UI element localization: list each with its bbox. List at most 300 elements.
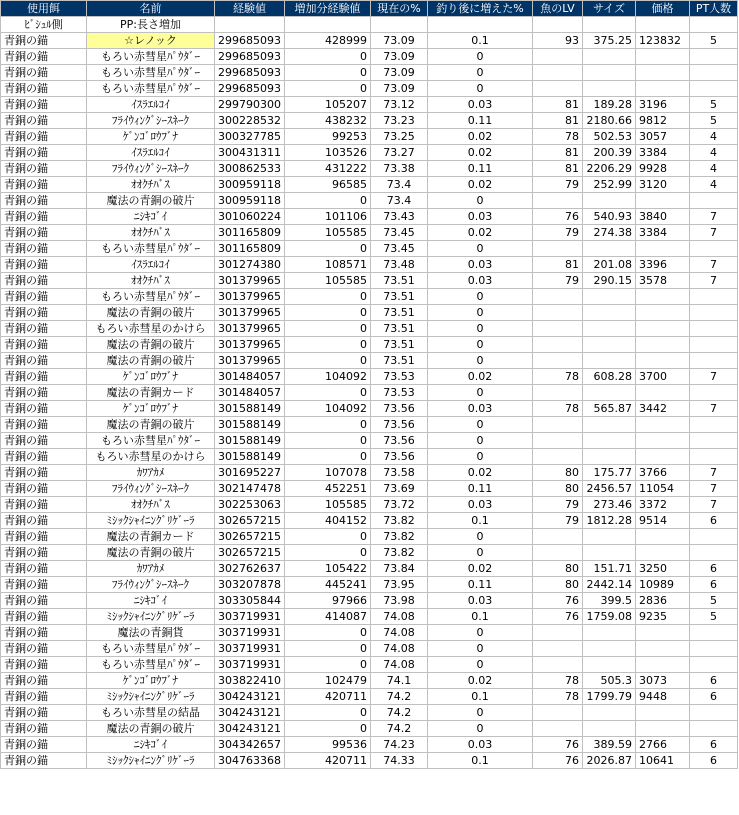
cell-size[interactable] xyxy=(583,433,636,449)
cell-size[interactable] xyxy=(583,353,636,369)
header-cell-exp-gain[interactable]: 増加分経験値 xyxy=(285,1,371,17)
cell-exp-gain[interactable]: 101106 xyxy=(285,209,371,225)
cell-percent-gain[interactable]: 0 xyxy=(428,385,533,401)
cell-current-percent[interactable]: 73.51 xyxy=(371,305,428,321)
cell-exp-gain[interactable]: 428999 xyxy=(285,33,371,49)
cell-current-percent[interactable]: 73.09 xyxy=(371,81,428,97)
cell-current-percent[interactable]: 74.2 xyxy=(371,705,428,721)
cell-fish-level[interactable] xyxy=(533,241,583,257)
cell-percent-gain[interactable]: 0 xyxy=(428,417,533,433)
cell-party-size[interactable]: 4 xyxy=(690,145,738,161)
cell-exp[interactable]: 303305844 xyxy=(215,593,285,609)
cell-bait[interactable]: 青銅の錨 xyxy=(1,561,87,577)
header-cell-bait[interactable]: 使用餌 xyxy=(1,1,87,17)
cell-exp[interactable]: 301588149 xyxy=(215,401,285,417)
cell-bait[interactable]: 青銅の錨 xyxy=(1,481,87,497)
cell-bait[interactable]: 青銅の錨 xyxy=(1,641,87,657)
cell-current-percent[interactable]: 73.25 xyxy=(371,129,428,145)
cell-current-percent[interactable]: 73.95 xyxy=(371,577,428,593)
cell-party-size[interactable]: 6 xyxy=(690,561,738,577)
cell-price[interactable]: 9235 xyxy=(636,609,690,625)
cell-current-percent[interactable]: 73.38 xyxy=(371,161,428,177)
cell-size[interactable]: 375.25 xyxy=(583,33,636,49)
cell-bait[interactable]: 青銅の錨 xyxy=(1,305,87,321)
cell-party-size[interactable]: 7 xyxy=(690,481,738,497)
cell-exp-gain[interactable]: 0 xyxy=(285,289,371,305)
cell-price[interactable] xyxy=(636,705,690,721)
cell-current-percent[interactable]: 74.08 xyxy=(371,609,428,625)
cell-fish-level[interactable]: 80 xyxy=(533,561,583,577)
cell-exp-gain[interactable]: 104092 xyxy=(285,369,371,385)
cell-percent-gain[interactable]: 0 xyxy=(428,289,533,305)
cell-exp[interactable]: 300959118 xyxy=(215,177,285,193)
cell-percent-gain[interactable]: 0 xyxy=(428,193,533,209)
cell-exp-gain[interactable]: 103526 xyxy=(285,145,371,161)
cell-party-size[interactable]: 4 xyxy=(690,177,738,193)
cell-percent-gain[interactable]: 0.02 xyxy=(428,129,533,145)
cell-party-size[interactable] xyxy=(690,625,738,641)
cell-exp-gain[interactable]: 96585 xyxy=(285,177,371,193)
cell-exp[interactable]: 301484057 xyxy=(215,369,285,385)
cell-current-percent[interactable]: 73.45 xyxy=(371,241,428,257)
cell-fish-level[interactable]: 79 xyxy=(533,273,583,289)
cell-size[interactable]: 189.28 xyxy=(583,97,636,113)
cell-exp-gain[interactable]: 404152 xyxy=(285,513,371,529)
cell-percent-gain[interactable]: 0.1 xyxy=(428,609,533,625)
cell-exp-gain[interactable]: 431222 xyxy=(285,161,371,177)
cell-size[interactable]: 252.99 xyxy=(583,177,636,193)
cell-fish-level[interactable]: 76 xyxy=(533,753,583,769)
cell-size[interactable]: 2180.66 xyxy=(583,113,636,129)
cell-size[interactable]: 2026.87 xyxy=(583,753,636,769)
cell-bait[interactable]: 青銅の錨 xyxy=(1,33,87,49)
cell-size[interactable] xyxy=(583,321,636,337)
cell-size[interactable] xyxy=(583,657,636,673)
cell-exp-gain[interactable]: 0 xyxy=(285,449,371,465)
cell-fish-level[interactable] xyxy=(533,49,583,65)
cell-percent-gain[interactable]: 0.1 xyxy=(428,753,533,769)
cell-name[interactable]: ｲｽﾗｴﾙｺｲ xyxy=(87,97,215,113)
cell-exp-gain[interactable]: 0 xyxy=(285,65,371,81)
cell-exp[interactable]: 301165809 xyxy=(215,241,285,257)
cell-bait[interactable]: 青銅の錨 xyxy=(1,545,87,561)
cell-name[interactable]: 魔法の青銅の破片 xyxy=(87,337,215,353)
cell-name[interactable]: もろい赤彗星ﾊﾟｳﾀﾞｰ xyxy=(87,241,215,257)
cell-bait[interactable]: 青銅の錨 xyxy=(1,225,87,241)
cell-exp-gain[interactable]: 0 xyxy=(285,193,371,209)
cell-fish-level[interactable]: 76 xyxy=(533,209,583,225)
cell-current-percent[interactable]: 74.08 xyxy=(371,657,428,673)
cell-exp[interactable]: 299685093 xyxy=(215,33,285,49)
cell-price[interactable]: 10641 xyxy=(636,753,690,769)
cell-bait[interactable]: 青銅の錨 xyxy=(1,241,87,257)
cell-bait[interactable]: 青銅の錨 xyxy=(1,289,87,305)
cell-fish-level[interactable]: 81 xyxy=(533,257,583,273)
cell-exp[interactable]: 300959118 xyxy=(215,193,285,209)
header-cell-current-percent[interactable]: 現在の% xyxy=(371,1,428,17)
cell-current-percent[interactable]: 73.45 xyxy=(371,225,428,241)
cell-price[interactable]: 11054 xyxy=(636,481,690,497)
cell-size[interactable]: 1759.08 xyxy=(583,609,636,625)
cell-exp-gain[interactable]: 0 xyxy=(285,529,371,545)
cell-fish-level[interactable]: 78 xyxy=(533,369,583,385)
cell-name[interactable]: ｵｵｸﾁﾊﾞｽ xyxy=(87,177,215,193)
cell-name[interactable]: もろい赤彗星ﾊﾟｳﾀﾞｰ xyxy=(87,641,215,657)
cell-current-percent[interactable]: 73.56 xyxy=(371,433,428,449)
cell-party-size[interactable]: 7 xyxy=(690,497,738,513)
cell-size[interactable] xyxy=(583,305,636,321)
cell-party-size[interactable] xyxy=(690,321,738,337)
cell-percent-gain[interactable]: 0 xyxy=(428,81,533,97)
cell-exp-gain[interactable]: 0 xyxy=(285,337,371,353)
cell-fish-level[interactable]: 76 xyxy=(533,737,583,753)
cell-exp[interactable]: 304243121 xyxy=(215,705,285,721)
cell-current-percent[interactable]: 73.69 xyxy=(371,481,428,497)
cell-price[interactable]: 3384 xyxy=(636,225,690,241)
cell-exp[interactable]: 301379965 xyxy=(215,305,285,321)
cell-fish-level[interactable]: 78 xyxy=(533,401,583,417)
cell-name[interactable]: ｵｵｸﾁﾊﾞｽ xyxy=(87,497,215,513)
cell-size[interactable]: 175.77 xyxy=(583,465,636,481)
cell-party-size[interactable] xyxy=(690,49,738,65)
cell-fish-level[interactable] xyxy=(533,81,583,97)
cell-name[interactable]: もろい赤彗星ﾊﾟｳﾀﾞｰ xyxy=(87,289,215,305)
cell-size[interactable]: 200.39 xyxy=(583,145,636,161)
cell-name[interactable]: もろい赤彗星の結晶 xyxy=(87,705,215,721)
cell-percent-gain[interactable]: 0 xyxy=(428,65,533,81)
cell-exp-gain[interactable]: 0 xyxy=(285,545,371,561)
cell-party-size[interactable] xyxy=(690,417,738,433)
cell-bait[interactable]: 青銅の錨 xyxy=(1,609,87,625)
cell-bait[interactable]: 青銅の錨 xyxy=(1,449,87,465)
cell-price[interactable]: 2836 xyxy=(636,593,690,609)
cell-exp-gain[interactable]: 102479 xyxy=(285,673,371,689)
cell-bait[interactable]: 青銅の錨 xyxy=(1,753,87,769)
cell-exp[interactable]: 302762637 xyxy=(215,561,285,577)
cell-party-size[interactable]: 7 xyxy=(690,401,738,417)
sub-header-cell[interactable] xyxy=(285,17,371,33)
cell-party-size[interactable] xyxy=(690,337,738,353)
cell-exp[interactable]: 303822410 xyxy=(215,673,285,689)
cell-name[interactable]: ｲｽﾗｴﾙｺｲ xyxy=(87,257,215,273)
cell-fish-level[interactable]: 78 xyxy=(533,689,583,705)
cell-size[interactable]: 274.38 xyxy=(583,225,636,241)
cell-exp-gain[interactable]: 0 xyxy=(285,657,371,673)
cell-name[interactable]: ﾌﾗｲｳｨﾝｸﾞｼｰｽﾈｰｸ xyxy=(87,113,215,129)
cell-price[interactable]: 10989 xyxy=(636,577,690,593)
cell-party-size[interactable] xyxy=(690,81,738,97)
cell-fish-level[interactable] xyxy=(533,417,583,433)
cell-fish-level[interactable] xyxy=(533,705,583,721)
cell-current-percent[interactable]: 73.84 xyxy=(371,561,428,577)
cell-percent-gain[interactable]: 0 xyxy=(428,321,533,337)
cell-exp-gain[interactable]: 0 xyxy=(285,641,371,657)
cell-bait[interactable]: 青銅の錨 xyxy=(1,593,87,609)
cell-size[interactable]: 540.93 xyxy=(583,209,636,225)
cell-exp-gain[interactable]: 0 xyxy=(285,433,371,449)
cell-fish-level[interactable] xyxy=(533,321,583,337)
cell-exp-gain[interactable]: 420711 xyxy=(285,689,371,705)
cell-exp-gain[interactable]: 0 xyxy=(285,241,371,257)
cell-bait[interactable]: 青銅の錨 xyxy=(1,65,87,81)
cell-percent-gain[interactable]: 0.11 xyxy=(428,577,533,593)
cell-name[interactable]: ｵｵｸﾁﾊﾞｽ xyxy=(87,225,215,241)
cell-party-size[interactable]: 5 xyxy=(690,593,738,609)
cell-price[interactable] xyxy=(636,625,690,641)
cell-percent-gain[interactable]: 0.1 xyxy=(428,513,533,529)
cell-price[interactable]: 3057 xyxy=(636,129,690,145)
header-cell-size[interactable]: サイズ xyxy=(583,1,636,17)
cell-exp-gain[interactable]: 0 xyxy=(285,721,371,737)
cell-size[interactable]: 290.15 xyxy=(583,273,636,289)
cell-percent-gain[interactable]: 0 xyxy=(428,657,533,673)
cell-exp-gain[interactable]: 0 xyxy=(285,705,371,721)
cell-percent-gain[interactable]: 0 xyxy=(428,529,533,545)
cell-price[interactable]: 3840 xyxy=(636,209,690,225)
cell-price[interactable] xyxy=(636,305,690,321)
cell-exp[interactable]: 301379965 xyxy=(215,337,285,353)
cell-price[interactable]: 3250 xyxy=(636,561,690,577)
cell-name[interactable]: 魔法の青銅貨 xyxy=(87,625,215,641)
cell-size[interactable] xyxy=(583,721,636,737)
cell-party-size[interactable] xyxy=(690,545,738,561)
header-cell-name[interactable]: 名前 xyxy=(87,1,215,17)
cell-fish-level[interactable] xyxy=(533,545,583,561)
sub-header-cell[interactable] xyxy=(215,17,285,33)
cell-fish-level[interactable] xyxy=(533,721,583,737)
cell-exp-gain[interactable]: 99253 xyxy=(285,129,371,145)
sub-header-cell[interactable] xyxy=(583,17,636,33)
cell-price[interactable] xyxy=(636,641,690,657)
cell-current-percent[interactable]: 73.56 xyxy=(371,449,428,465)
cell-exp-gain[interactable]: 105585 xyxy=(285,273,371,289)
cell-percent-gain[interactable]: 0.03 xyxy=(428,97,533,113)
cell-bait[interactable]: 青銅の錨 xyxy=(1,113,87,129)
header-cell-fish-level[interactable]: 魚のLV xyxy=(533,1,583,17)
cell-size[interactable]: 2456.57 xyxy=(583,481,636,497)
cell-fish-level[interactable] xyxy=(533,65,583,81)
cell-bait[interactable]: 青銅の錨 xyxy=(1,49,87,65)
cell-current-percent[interactable]: 73.53 xyxy=(371,385,428,401)
cell-exp-gain[interactable]: 104092 xyxy=(285,401,371,417)
cell-size[interactable] xyxy=(583,241,636,257)
cell-percent-gain[interactable]: 0.1 xyxy=(428,689,533,705)
cell-size[interactable]: 608.28 xyxy=(583,369,636,385)
cell-exp-gain[interactable]: 0 xyxy=(285,321,371,337)
cell-party-size[interactable] xyxy=(690,353,738,369)
cell-exp[interactable]: 302253063 xyxy=(215,497,285,513)
cell-bait[interactable]: 青銅の錨 xyxy=(1,385,87,401)
cell-price[interactable] xyxy=(636,545,690,561)
cell-size[interactable]: 151.71 xyxy=(583,561,636,577)
cell-name[interactable]: ｶﾜｱｶﾒ xyxy=(87,561,215,577)
cell-size[interactable] xyxy=(583,449,636,465)
cell-party-size[interactable]: 6 xyxy=(690,577,738,593)
cell-exp[interactable]: 302657215 xyxy=(215,545,285,561)
cell-party-size[interactable]: 7 xyxy=(690,257,738,273)
cell-bait[interactable]: 青銅の錨 xyxy=(1,529,87,545)
cell-fish-level[interactable] xyxy=(533,657,583,673)
cell-party-size[interactable]: 6 xyxy=(690,737,738,753)
cell-fish-level[interactable]: 78 xyxy=(533,129,583,145)
cell-price[interactable]: 3766 xyxy=(636,465,690,481)
cell-name[interactable]: もろい赤彗星ﾊﾟｳﾀﾞｰ xyxy=(87,49,215,65)
header-cell-party-size[interactable]: PT人数 xyxy=(690,1,738,17)
cell-percent-gain[interactable]: 0 xyxy=(428,641,533,657)
cell-party-size[interactable]: 7 xyxy=(690,209,738,225)
cell-party-size[interactable] xyxy=(690,305,738,321)
cell-current-percent[interactable]: 73.51 xyxy=(371,321,428,337)
cell-bait[interactable]: 青銅の錨 xyxy=(1,513,87,529)
cell-current-percent[interactable]: 73.82 xyxy=(371,513,428,529)
cell-exp-gain[interactable]: 0 xyxy=(285,49,371,65)
cell-current-percent[interactable]: 73.58 xyxy=(371,465,428,481)
cell-percent-gain[interactable]: 0 xyxy=(428,625,533,641)
cell-price[interactable] xyxy=(636,529,690,545)
sub-header-side[interactable]: ﾋﾞｼｭﾙ側 xyxy=(1,17,87,33)
cell-exp[interactable]: 299685093 xyxy=(215,65,285,81)
cell-exp[interactable]: 301274380 xyxy=(215,257,285,273)
cell-price[interactable] xyxy=(636,81,690,97)
cell-size[interactable]: 1799.79 xyxy=(583,689,636,705)
cell-percent-gain[interactable]: 0.11 xyxy=(428,113,533,129)
cell-name[interactable]: 魔法の青銅の破片 xyxy=(87,545,215,561)
cell-bait[interactable]: 青銅の錨 xyxy=(1,257,87,273)
cell-percent-gain[interactable]: 0.02 xyxy=(428,369,533,385)
cell-party-size[interactable]: 7 xyxy=(690,225,738,241)
cell-party-size[interactable]: 4 xyxy=(690,129,738,145)
cell-fish-level[interactable]: 76 xyxy=(533,593,583,609)
cell-current-percent[interactable]: 73.09 xyxy=(371,65,428,81)
cell-exp[interactable]: 299685093 xyxy=(215,81,285,97)
cell-price[interactable]: 3384 xyxy=(636,145,690,161)
cell-current-percent[interactable]: 73.48 xyxy=(371,257,428,273)
cell-current-percent[interactable]: 74.08 xyxy=(371,641,428,657)
cell-percent-gain[interactable]: 0 xyxy=(428,705,533,721)
sub-header-cell[interactable] xyxy=(690,17,738,33)
cell-party-size[interactable]: 6 xyxy=(690,513,738,529)
cell-price[interactable]: 3196 xyxy=(636,97,690,113)
cell-exp-gain[interactable]: 105207 xyxy=(285,97,371,113)
cell-exp[interactable]: 300862533 xyxy=(215,161,285,177)
cell-name[interactable]: ｶﾜｱｶﾒ xyxy=(87,465,215,481)
cell-exp[interactable]: 302657215 xyxy=(215,513,285,529)
cell-percent-gain[interactable]: 0.03 xyxy=(428,593,533,609)
cell-price[interactable] xyxy=(636,241,690,257)
cell-exp-gain[interactable]: 414087 xyxy=(285,609,371,625)
cell-party-size[interactable] xyxy=(690,641,738,657)
cell-exp[interactable]: 299685093 xyxy=(215,49,285,65)
cell-name[interactable]: ☆レノック xyxy=(87,33,215,49)
cell-percent-gain[interactable]: 0.03 xyxy=(428,273,533,289)
cell-size[interactable] xyxy=(583,625,636,641)
cell-fish-level[interactable]: 80 xyxy=(533,481,583,497)
cell-size[interactable]: 399.5 xyxy=(583,593,636,609)
cell-name[interactable]: 魔法の青銅カード xyxy=(87,385,215,401)
cell-percent-gain[interactable]: 0.1 xyxy=(428,33,533,49)
cell-fish-level[interactable]: 79 xyxy=(533,225,583,241)
sub-header-cell[interactable] xyxy=(636,17,690,33)
cell-name[interactable]: ﾐｼｯｸｼｬｲﾆﾝｸﾞﾘｹﾞｰﾗ xyxy=(87,609,215,625)
cell-price[interactable] xyxy=(636,353,690,369)
cell-name[interactable]: もろい赤彗星ﾊﾟｳﾀﾞｰ xyxy=(87,657,215,673)
cell-current-percent[interactable]: 73.98 xyxy=(371,593,428,609)
cell-name[interactable]: もろい赤彗星のかけら xyxy=(87,321,215,337)
cell-exp-gain[interactable]: 0 xyxy=(285,353,371,369)
cell-exp-gain[interactable]: 0 xyxy=(285,385,371,401)
cell-fish-level[interactable]: 80 xyxy=(533,577,583,593)
cell-exp[interactable]: 304763368 xyxy=(215,753,285,769)
cell-fish-level[interactable]: 81 xyxy=(533,145,583,161)
cell-size[interactable] xyxy=(583,385,636,401)
cell-current-percent[interactable]: 74.2 xyxy=(371,689,428,705)
cell-size[interactable]: 389.59 xyxy=(583,737,636,753)
cell-fish-level[interactable]: 79 xyxy=(533,497,583,513)
cell-exp[interactable]: 301165809 xyxy=(215,225,285,241)
cell-bait[interactable]: 青銅の錨 xyxy=(1,673,87,689)
cell-percent-gain[interactable]: 0.02 xyxy=(428,145,533,161)
cell-bait[interactable]: 青銅の錨 xyxy=(1,497,87,513)
cell-party-size[interactable] xyxy=(690,65,738,81)
cell-size[interactable] xyxy=(583,337,636,353)
cell-bait[interactable]: 青銅の錨 xyxy=(1,97,87,113)
cell-percent-gain[interactable]: 0.03 xyxy=(428,257,533,273)
cell-name[interactable]: もろい赤彗星ﾊﾟｳﾀﾞｰ xyxy=(87,81,215,97)
cell-bait[interactable]: 青銅の錨 xyxy=(1,193,87,209)
cell-price[interactable]: 3396 xyxy=(636,257,690,273)
cell-exp[interactable]: 303719931 xyxy=(215,641,285,657)
cell-name[interactable]: ﾆｼｷｺﾞｲ xyxy=(87,737,215,753)
cell-fish-level[interactable]: 81 xyxy=(533,161,583,177)
cell-exp[interactable]: 301379965 xyxy=(215,289,285,305)
cell-bait[interactable]: 青銅の錨 xyxy=(1,705,87,721)
cell-name[interactable]: ﾆｼｷｺﾞｲ xyxy=(87,593,215,609)
cell-name[interactable]: ﾐｼｯｸｼｬｲﾆﾝｸﾞﾘｹﾞｰﾗ xyxy=(87,689,215,705)
cell-name[interactable]: ｵｵｸﾁﾊﾞｽ xyxy=(87,273,215,289)
cell-price[interactable] xyxy=(636,193,690,209)
sub-header-cell[interactable] xyxy=(371,17,428,33)
cell-exp-gain[interactable]: 445241 xyxy=(285,577,371,593)
cell-current-percent[interactable]: 73.23 xyxy=(371,113,428,129)
cell-current-percent[interactable]: 73.56 xyxy=(371,401,428,417)
cell-fish-level[interactable]: 93 xyxy=(533,33,583,49)
cell-current-percent[interactable]: 73.82 xyxy=(371,529,428,545)
cell-percent-gain[interactable]: 0 xyxy=(428,449,533,465)
cell-size[interactable] xyxy=(583,49,636,65)
cell-name[interactable]: ｹﾞﾝｺﾞﾛｳﾌﾞﾅ xyxy=(87,369,215,385)
cell-bait[interactable]: 青銅の錨 xyxy=(1,161,87,177)
cell-bait[interactable]: 青銅の錨 xyxy=(1,81,87,97)
cell-current-percent[interactable]: 73.51 xyxy=(371,289,428,305)
cell-bait[interactable]: 青銅の錨 xyxy=(1,657,87,673)
cell-bait[interactable]: 青銅の錨 xyxy=(1,177,87,193)
cell-current-percent[interactable]: 73.4 xyxy=(371,177,428,193)
cell-current-percent[interactable]: 73.72 xyxy=(371,497,428,513)
cell-current-percent[interactable]: 74.08 xyxy=(371,625,428,641)
cell-fish-level[interactable]: 80 xyxy=(533,465,583,481)
cell-bait[interactable]: 青銅の錨 xyxy=(1,577,87,593)
cell-party-size[interactable] xyxy=(690,449,738,465)
cell-party-size[interactable]: 4 xyxy=(690,161,738,177)
cell-percent-gain[interactable]: 0.02 xyxy=(428,673,533,689)
cell-bait[interactable]: 青銅の錨 xyxy=(1,417,87,433)
cell-bait[interactable]: 青銅の錨 xyxy=(1,209,87,225)
cell-percent-gain[interactable]: 0.11 xyxy=(428,161,533,177)
cell-exp[interactable]: 299790300 xyxy=(215,97,285,113)
cell-percent-gain[interactable]: 0.03 xyxy=(428,401,533,417)
cell-price[interactable]: 9514 xyxy=(636,513,690,529)
header-cell-percent-gain[interactable]: 釣り後に増えた% xyxy=(428,1,533,17)
